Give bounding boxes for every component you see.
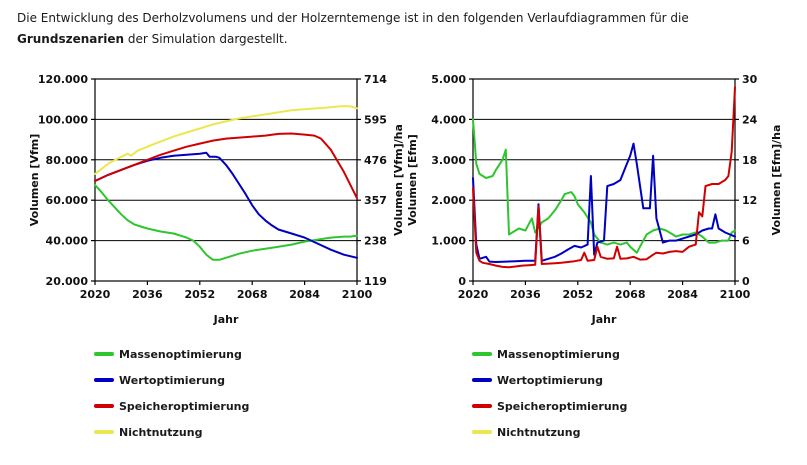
x-tick-label: 2068 — [236, 288, 268, 301]
legend-label: Massenoptimierung — [497, 347, 620, 361]
left-chart-legend — [94, 346, 410, 440]
legend-item-speicheroptimierung — [472, 398, 788, 414]
legend-swatch-massenoptimierung — [94, 352, 114, 356]
y-tick-label-right: 18 — [742, 153, 758, 167]
x-tick-label: 2100 — [341, 288, 373, 301]
y-tick-label-right: 119 — [364, 275, 387, 288]
legend-item-wertoptimierung — [94, 372, 410, 388]
y-tick-label-left: 2.000 — [431, 194, 466, 208]
legend-label: Nichtnutzung — [119, 425, 203, 439]
legend-label: Nichtnutzung — [497, 425, 581, 439]
y-tick-label-right: 12 — [742, 194, 758, 208]
intro-text-1: Die Entwicklung des Derholzvolumens und der Holzerntemenge ist in den folgenden Verlaufdiagrammen für die — [17, 11, 689, 25]
intro-paragraph — [17, 8, 792, 50]
right-chart-legend — [472, 346, 788, 440]
y-tick-label-right: 24 — [742, 113, 758, 127]
legend-item-nichtnutzung — [472, 424, 788, 440]
y-tick-label-left: 40.000 — [45, 234, 88, 248]
legend-item-speicheroptimierung — [94, 398, 410, 414]
x-tick-label: 2084 — [289, 288, 320, 301]
left-chart-block — [14, 63, 410, 450]
legend-item-nichtnutzung — [94, 424, 410, 440]
y-tick-label-left: 0 — [458, 275, 466, 288]
left-chart-x-axis-title: Jahr — [213, 313, 239, 326]
intro-text-2: der Simulation dargestellt. — [124, 32, 288, 46]
legend-label: Speicheroptimierung — [119, 399, 250, 413]
right-chart-x-axis-title: Jahr — [591, 313, 617, 326]
y-tick-label-right: 357 — [364, 194, 387, 208]
y-axis-title-left: Volumen [Vfm] — [28, 133, 41, 227]
x-tick-label: 2068 — [614, 288, 646, 301]
right-chart — [392, 63, 788, 307]
y-tick-label-left: 80.000 — [45, 153, 88, 167]
legend-swatch-speicheroptimierung — [472, 404, 492, 408]
right-chart-block — [392, 63, 788, 450]
legend-label: Wertoptimierung — [119, 373, 225, 387]
legend-item-wertoptimierung — [472, 372, 788, 388]
legend-swatch-speicheroptimierung — [94, 404, 114, 408]
y-tick-label-right: 238 — [364, 234, 387, 248]
x-tick-label: 2052 — [184, 288, 216, 301]
legend-swatch-massenoptimierung — [472, 352, 492, 356]
y-tick-label-left: 1.000 — [431, 234, 466, 248]
legend-swatch-wertoptimierung — [472, 378, 492, 382]
y-tick-label-left: 100.000 — [37, 113, 88, 127]
y-axis-title-right: Volumen [Vfm]/ha — [392, 124, 405, 236]
left-chart — [14, 63, 410, 307]
legend-label: Speicheroptimierung — [497, 399, 628, 413]
x-tick-label: 2036 — [132, 288, 163, 301]
x-tick-label: 2052 — [562, 288, 594, 301]
legend-swatch-wertoptimierung — [94, 378, 114, 382]
y-tick-label-right: 6 — [742, 234, 750, 248]
x-tick-label: 2084 — [667, 288, 698, 301]
y-tick-label-left: 5.000 — [431, 73, 466, 86]
legend-label: Massenoptimierung — [119, 347, 242, 361]
series-line-wertoptimierung — [95, 153, 357, 258]
y-tick-label-right: 0 — [742, 275, 750, 288]
intro-bold-term: Grundszenarien — [17, 32, 125, 46]
y-tick-label-left: 60.000 — [45, 194, 88, 208]
x-tick-label: 2036 — [510, 288, 541, 301]
charts-row — [0, 63, 807, 450]
y-tick-label-right: 30 — [742, 73, 758, 86]
plot-frame — [473, 79, 735, 281]
y-tick-label-left: 4.000 — [431, 113, 466, 127]
y-tick-label-right: 595 — [364, 113, 387, 127]
y-tick-label-left: 3.000 — [431, 153, 466, 167]
legend-swatch-nichtnutzung — [472, 430, 492, 434]
legend-label: Wertoptimierung — [497, 373, 603, 387]
x-tick-label: 2020 — [79, 288, 111, 301]
legend-item-massenoptimierung — [472, 346, 788, 362]
legend-swatch-nichtnutzung — [94, 430, 114, 434]
y-tick-label-right: 714 — [364, 73, 387, 86]
legend-item-massenoptimierung — [94, 346, 410, 362]
x-tick-label: 2020 — [457, 288, 489, 301]
y-axis-title-right: Volumen [Efm]/ha — [770, 124, 783, 236]
y-tick-label-right: 476 — [364, 153, 387, 167]
y-tick-label-left: 20.000 — [45, 275, 88, 288]
x-tick-label: 2100 — [719, 288, 751, 301]
series-line-massenoptimierung — [95, 185, 357, 260]
y-axis-title-left: Volumen [Efm] — [406, 134, 419, 226]
y-tick-label-left: 120.000 — [37, 73, 88, 86]
